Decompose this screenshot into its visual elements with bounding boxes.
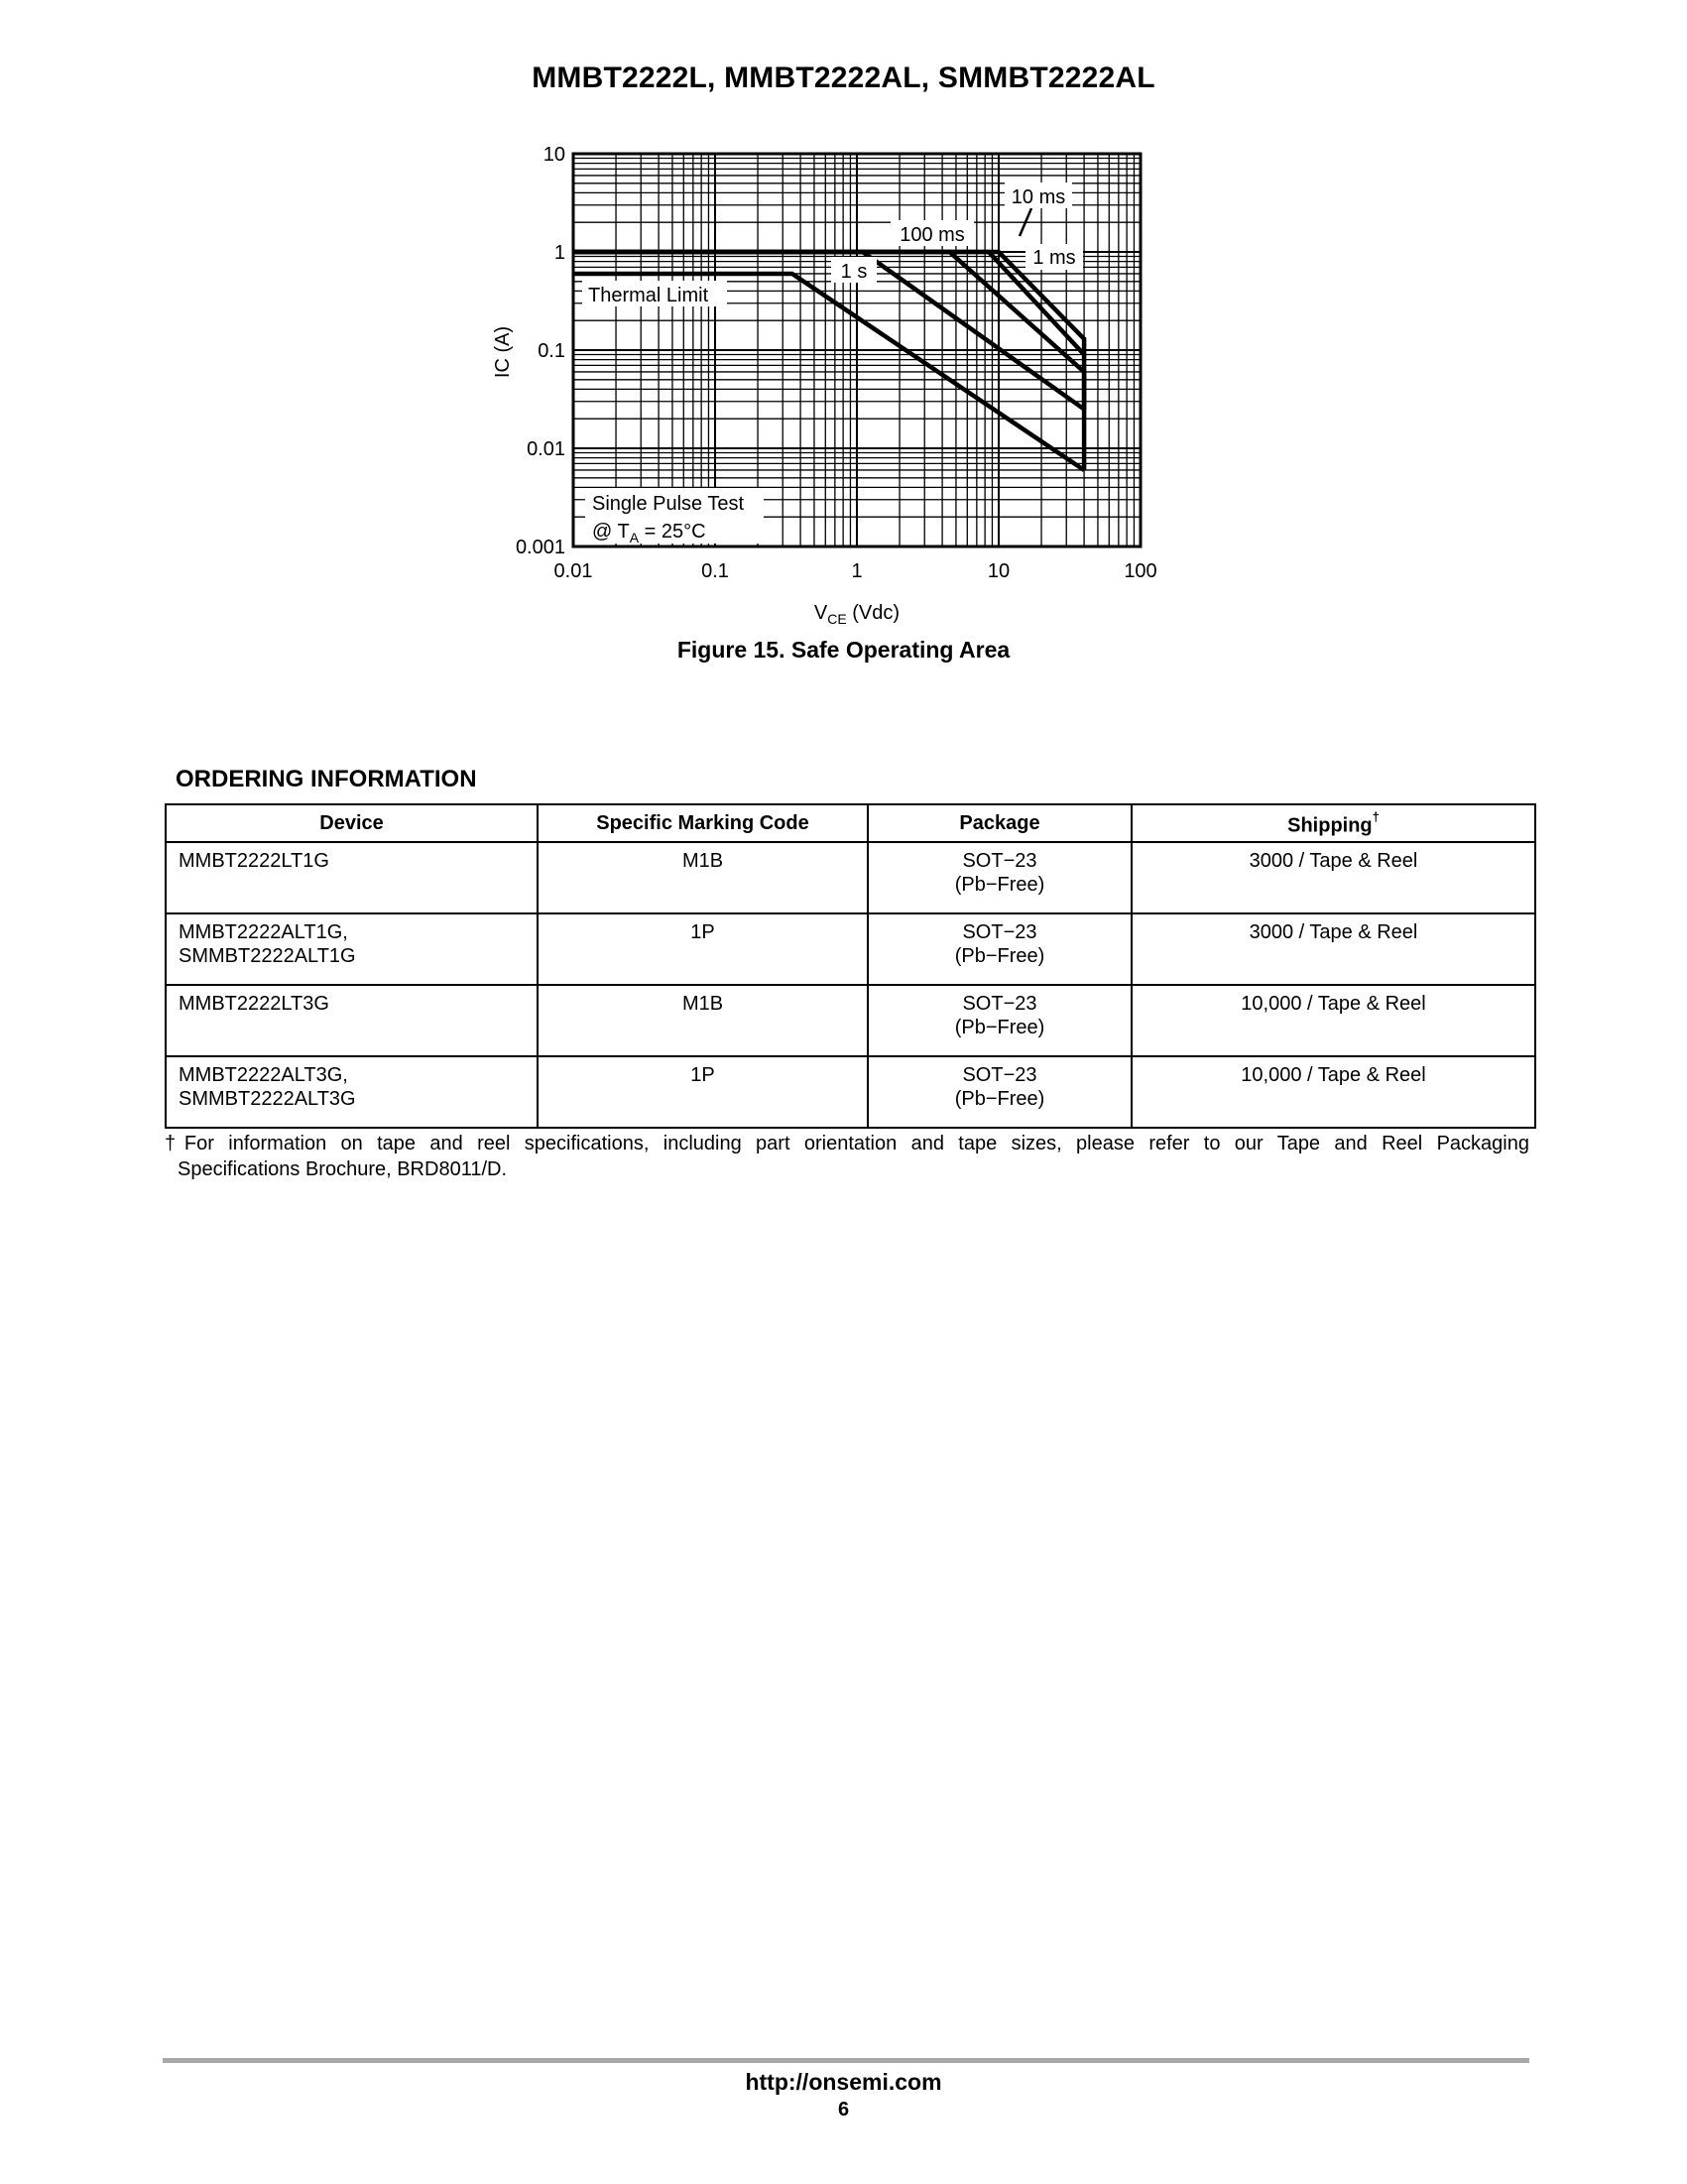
device-name-alt: SMMBT2222ALT3G <box>179 1088 356 1110</box>
ordering-information-title: ORDERING INFORMATION <box>176 766 477 792</box>
shipping-cell: 10,000 / Tape & Reel <box>1132 1056 1535 1128</box>
package-note: (Pb−Free) <box>954 1088 1045 1110</box>
ordering-table-body <box>166 842 1535 1128</box>
header-marking-code: Specific Marking Code <box>538 804 868 842</box>
header-device: Device <box>166 804 538 842</box>
x-tick-label: 0.01 <box>553 560 593 582</box>
package-note: (Pb−Free) <box>954 945 1045 967</box>
annotation-temperature: @ $T_A = 25^\circ C$ <box>592 521 706 546</box>
x-tick-label: 100 <box>1124 560 1157 582</box>
footer-website-link[interactable]: http://onsemi.com <box>745 2069 942 2095</box>
x-tick-label: 1 <box>851 560 863 582</box>
package-cell <box>868 1056 1132 1128</box>
package-cell <box>868 913 1132 985</box>
annotation-10ms: 10 ms <box>1011 186 1066 208</box>
y-tick-label: 1 <box>553 242 565 264</box>
package-type: SOT−23 <box>962 1064 1037 1086</box>
device-name: MMBT2222LT1G <box>179 850 329 872</box>
safe-operating-area-chart <box>0 0 1687 645</box>
annotation-1ms: 1 ms <box>1032 247 1076 269</box>
x-axis-label: $V_{CE}$ (Vdc) <box>813 602 901 627</box>
marking-code-cell: M1B <box>538 985 868 1056</box>
package-note: (Pb−Free) <box>954 874 1045 896</box>
table-header-row <box>166 804 1535 842</box>
package-note: (Pb−Free) <box>954 1017 1045 1038</box>
figure-caption: Figure 15. Safe Operating Area <box>676 637 1011 663</box>
device-name: MMBT2222ALT1G, <box>179 921 348 943</box>
footnote-line-1: †For information on tape and reel specifications, including part orientation and tape sizes, please refer to our Tape and Reel Packaging <box>165 1133 1529 1154</box>
annotation-1s: 1 s <box>840 261 868 283</box>
package-cell <box>868 842 1132 913</box>
package-type: SOT−23 <box>962 850 1037 872</box>
annotation-single-pulse: Single Pulse Test <box>592 493 745 515</box>
package-cell <box>868 985 1132 1056</box>
page-number: 6 <box>837 2099 850 2121</box>
y-tick-label: 0.1 <box>538 340 565 362</box>
y-tick-label: 0.01 <box>527 438 565 460</box>
chart-gridlines <box>573 154 1141 546</box>
device-cell <box>166 1056 538 1128</box>
device-cell <box>166 913 538 985</box>
marking-code-cell: 1P <box>538 913 868 985</box>
device-name: MMBT2222LT3G <box>179 993 329 1015</box>
device-cell <box>166 985 538 1056</box>
x-tick-label: 10 <box>987 560 1011 582</box>
table-row <box>166 985 1535 1056</box>
table-row <box>166 1056 1535 1128</box>
device-name: MMBT2222ALT3G, <box>179 1064 348 1086</box>
table-row <box>166 842 1535 913</box>
table-row <box>166 913 1535 985</box>
footer-divider <box>163 2058 1529 2063</box>
footnote-line-2: Specifications Brochure, BRD8011/D. <box>178 1158 508 1180</box>
shipping-cell: 3000 / Tape & Reel <box>1132 913 1535 985</box>
package-type: SOT−23 <box>962 993 1037 1015</box>
shipping-footnote <box>165 1131 1529 1182</box>
ordering-table <box>165 803 1536 1129</box>
chart-annotations <box>582 182 1083 546</box>
x-tick-label: 0.1 <box>701 560 729 582</box>
header-shipping: Shipping† <box>1132 804 1535 842</box>
shipping-cell: 10,000 / Tape & Reel <box>1132 985 1535 1056</box>
package-type: SOT−23 <box>962 921 1037 943</box>
annotation-thermal-limit: Thermal Limit <box>588 285 709 306</box>
y-tick-label: 0.001 <box>515 537 565 558</box>
device-name-alt: SMMBT2222ALT1G <box>179 945 356 967</box>
y-axis-label: IC (A) <box>492 325 514 379</box>
marking-code-cell: M1B <box>538 842 868 913</box>
header-package: Package <box>868 804 1132 842</box>
device-cell <box>166 842 538 913</box>
shipping-cell: 3000 / Tape & Reel <box>1132 842 1535 913</box>
marking-code-cell: 1P <box>538 1056 868 1128</box>
annotation-100ms: 100 ms <box>900 224 965 246</box>
chart-series <box>573 208 1084 470</box>
page-title: MMBT2222L, MMBT2222AL, SMMBT2222AL <box>532 61 1155 94</box>
y-tick-label: 10 <box>542 144 565 166</box>
